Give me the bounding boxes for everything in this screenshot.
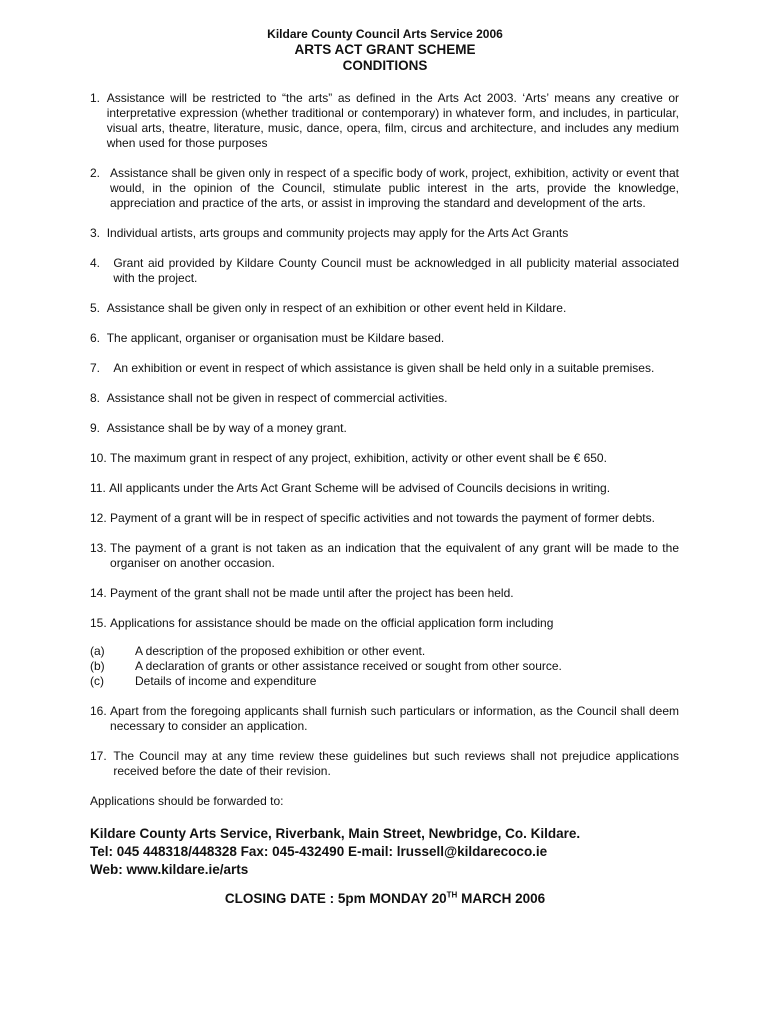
council-title: Kildare County Council Arts Service 2006 (267, 27, 503, 41)
conditions-list (90, 91, 679, 906)
condition-item (90, 361, 679, 376)
contact-address: Kildare County Arts Service, Riverbank, Main Street, Newbridge, Co. Kildare. (90, 826, 581, 841)
condition-text: Assistance shall be given only in respect of a specific body of work, project, exhibition, activity or event that would, in the opinion of the Council, stimulate public interest in the arts, provide the knowledge, appreciation and practice of the arts, or assist in improving the standard and development of the arts. (110, 166, 679, 210)
condition-item (90, 331, 679, 346)
condition-text: Apart from the foregoing applicants shall furnish such particulars or information, as the Council shall deem necessary to consider an application. (110, 704, 679, 733)
condition-text: Individual artists, arts groups and community projects may apply for the Arts Act Grants (106, 226, 569, 240)
condition-text: Payment of the grant shall not be made until after the project has been held. (110, 586, 514, 600)
sub-item-label: (a) (90, 644, 105, 658)
condition-text: Assistance shall be by way of a money grant. (106, 421, 347, 435)
contact-block (90, 825, 679, 879)
condition-number: 11. (90, 481, 110, 495)
condition-text: Assistance will be restricted to “the arts” as defined in the Arts Act 2003. ‘Arts’ means any creative or interpretative expression (whether traditional or contemporary) in whatever form, and includes, in particular, visual arts, theatre, literature, music, dance, opera, film, circus and architecture, and includes any medium when used for those purposes (106, 91, 679, 150)
condition-text: The maximum grant in respect of any project, exhibition, activity or other event shall be € 650. (110, 451, 607, 465)
condition-item (90, 511, 679, 526)
condition-item (90, 586, 679, 601)
condition-item (90, 226, 679, 241)
sub-item-label: (b) (90, 659, 105, 673)
condition-number: 15. (90, 616, 111, 630)
condition-text: The applicant, organiser or organisation must be Kildare based. (106, 331, 445, 345)
forward-instruction: Applications should be forwarded to: (90, 794, 284, 808)
condition-item (90, 451, 679, 466)
scheme-title: ARTS ACT GRANT SCHEME (294, 42, 476, 57)
closing-date-prefix: CLOSING DATE : 5pm MONDAY 20 (224, 891, 447, 906)
sub-items (90, 644, 679, 689)
document-header (0, 27, 770, 74)
condition-number: 10. (90, 451, 111, 465)
condition-number: 5. (90, 301, 107, 315)
condition-number: 1. (90, 91, 107, 105)
condition-number: 13. (90, 541, 111, 555)
sub-item (90, 659, 679, 674)
condition-number: 14. (90, 586, 111, 600)
condition-item (90, 616, 679, 631)
condition-number: 12. (90, 511, 111, 525)
condition-number: 4. (90, 256, 114, 270)
condition-text: Grant aid provided by Kildare County Council must be acknowledged in all publicity material associated with the project. (113, 256, 679, 285)
condition-number: 3. (90, 226, 107, 240)
condition-number: 6. (90, 331, 107, 345)
condition-item (90, 301, 679, 316)
condition-item (90, 704, 679, 734)
condition-text: Applications for assistance should be made on the official application form including (110, 616, 554, 630)
condition-text: Assistance shall be given only in respect of an exhibition or other event held in Kildare. (106, 301, 567, 315)
condition-item (90, 421, 679, 436)
condition-text: The Council may at any time review these guidelines but such reviews shall not prejudice applications received before the date of their revision. (113, 749, 679, 778)
condition-text: The payment of a grant is not taken as an indication that the equivalent of any grant will be made to the organiser on another occasion. (110, 541, 679, 570)
condition-number: 9. (90, 421, 107, 435)
closing-date-ordinal: TH (446, 890, 458, 900)
sub-item (90, 674, 679, 689)
sub-item-text: Details of income and expenditure (135, 674, 317, 688)
sub-item-label: (c) (90, 674, 104, 688)
closing-date-suffix: MARCH 2006 (457, 891, 546, 906)
contact-phone-email: Tel: 045 448318/448328 Fax: 045-432490 E-mail: lrussell@kildarecoco.ie (90, 844, 548, 859)
condition-item (90, 481, 679, 496)
sub-item (90, 644, 679, 659)
condition-item (90, 166, 679, 211)
conditions-title: CONDITIONS (342, 58, 428, 73)
condition-text: An exhibition or event in respect of which assistance is given shall be held only in a suitable premises. (113, 361, 655, 375)
condition-number: 17. (90, 749, 114, 763)
closing-date (0, 891, 770, 906)
condition-item (90, 391, 679, 406)
condition-text: Assistance shall not be given in respect of commercial activities. (106, 391, 448, 405)
condition-number: 16. (90, 704, 111, 718)
condition-number: 7. (90, 361, 114, 375)
condition-item (90, 256, 679, 286)
condition-text: All applicants under the Arts Act Grant Scheme will be advised of Councils decisions in writing. (109, 481, 611, 495)
condition-item (90, 91, 679, 151)
sub-item-text: A description of the proposed exhibition or other event. (135, 644, 426, 658)
condition-number: 8. (90, 391, 107, 405)
condition-text: Payment of a grant will be in respect of specific activities and not towards the payment of former debts. (110, 511, 655, 525)
condition-number: 2. (90, 166, 111, 180)
condition-item (90, 749, 679, 779)
contact-web: Web: www.kildare.ie/arts (90, 862, 249, 877)
condition-item (90, 541, 679, 571)
sub-item-text: A declaration of grants or other assistance received or sought from other source. (135, 659, 562, 673)
